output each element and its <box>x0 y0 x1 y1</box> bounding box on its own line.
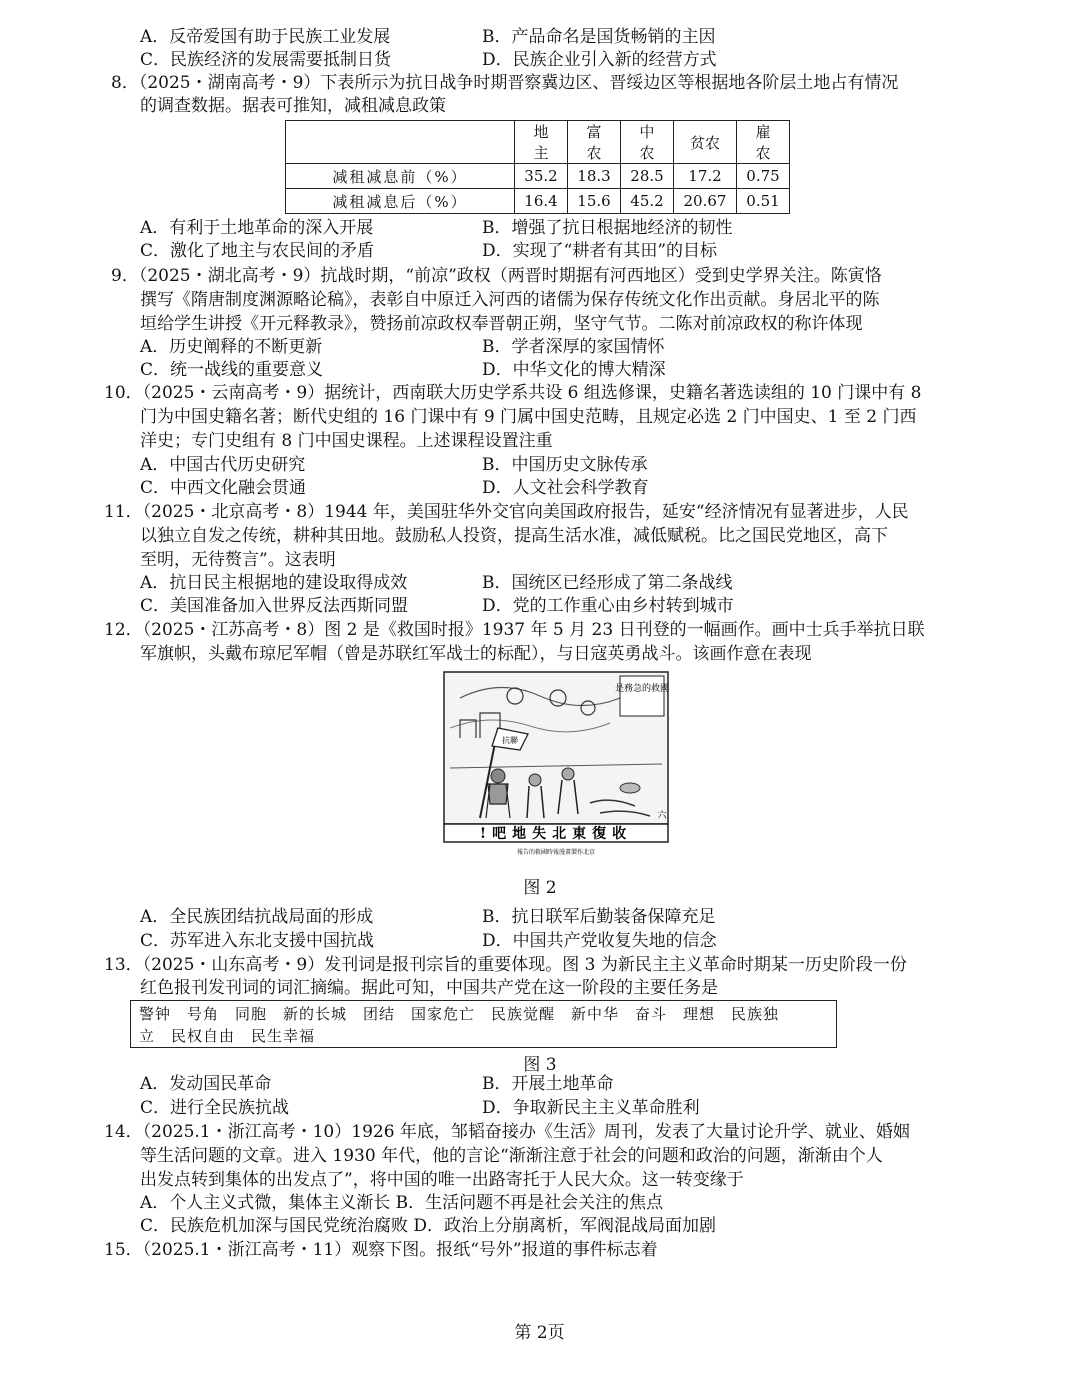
figure-2-caption: 图 2 <box>523 878 557 898</box>
table-cell: 17.2 <box>674 164 737 189</box>
q14-stem-line-2: 等生活问题的文章。进入 1930 年代，他的言论“渐渐注意于社会的问题和政治的问题，渐渐由个人 <box>140 1146 883 1166</box>
q8-option-c: C．激化了地主与农民间的矛盾 <box>140 241 375 261</box>
q10-option-b: B．中国历史文脉传承 <box>482 455 648 475</box>
figure-top-text: 是務急的救國 <box>614 684 670 694</box>
q9-stem-line-2: 撰写《隋唐制度渊源略论稿》，表彰自中原迁入河西的诸儒为保存传统文化作出贡献。身居北平的陈 <box>140 290 880 310</box>
q13-option-a: A．发动国民革命 <box>140 1074 272 1094</box>
q11-option-d: D．党的工作重心由乡村转到城市 <box>482 596 734 616</box>
q11-option-b: B．国统区已经形成了第二条战线 <box>482 573 733 593</box>
table-row <box>286 164 790 189</box>
table-cell: 15.6 <box>568 189 621 214</box>
q11-stem-line-1: 11．（2025・北京高考・8）1944 年，美国驻华外交官向美国政府报告，延安“经济情况有显著进步，人民 <box>104 502 909 522</box>
page-number: 第 2页 <box>514 1323 565 1343</box>
figure-flag-text: 抗聯 <box>502 736 518 745</box>
q10-option-d: D．人文社会科学教育 <box>482 478 649 498</box>
table-row-label: 减租减息前（%） <box>286 164 515 189</box>
table-cell: 20.67 <box>674 189 737 214</box>
table-cell: 28.5 <box>621 164 674 189</box>
q7-option-b: B．产品命名是国货畅销的主因 <box>482 27 716 47</box>
q13-option-d: D．争取新民主主义革命胜利 <box>482 1098 700 1118</box>
q8-stem-line-2: 的调查数据。据表可推知，减租减息政策 <box>140 96 446 116</box>
q11-stem-line-2: 以独立自发之传统，耕种其田地。鼓励私人投资，提高生活水准，减低赋税。比之国民党地区，高下 <box>140 526 888 546</box>
q8-option-a: A．有利于土地革命的深入开展 <box>140 218 374 238</box>
q13-stem-line-1: 13．（2025・山东高考・9）发刊词是报刊宗旨的重要体现。图 3 为新民主主义革命时期某一历史阶段一份 <box>104 955 907 975</box>
figure-bottom-banner: !吧地失北東復收 <box>479 826 633 842</box>
figure-credit: 報告的救國時報漫畫製作北京 <box>516 849 596 856</box>
q11-option-c: C．美国准备加入世界反法西斯同盟 <box>140 596 409 616</box>
table-cell: 45.2 <box>621 189 674 214</box>
q9-stem-line-3: 垣给学生讲授《开元释教录》，赞扬前凉政权奉晋朝正朔，坚守气节。二陈对前凉政权的称许体现 <box>140 314 863 334</box>
q12-option-d: D．中国共产党收复失地的信念 <box>482 931 717 951</box>
figure-corner-mark: 六 <box>657 811 667 821</box>
table-corner-cell <box>286 121 515 164</box>
q14-stem-line-3: 出发点转到集体的出发点了”，将中国的唯一出路寄托于人民大众。这一转变缘于 <box>140 1170 744 1190</box>
q7-option-d: D．民族企业引入新的经营方式 <box>482 50 717 70</box>
word-box-line-1: 警钟 号角 同胞 新的长城 团结 国家危亡 民族觉醒 新中华 奋斗 理想 民族独 <box>139 1005 780 1023</box>
table-cell: 35.2 <box>515 164 568 189</box>
q12-stem-line-1: 12．（2025・江苏高考・8）图 2 是《救国时报》1937 年 5 月 23 日刊登的一幅画作。画中士兵手举抗日联 <box>104 620 925 640</box>
q8-stem-line-1: 8．（2025・湖南高考・9）下表所示为抗日战争时期晋察冀边区、晋绥边区等根据地各阶层土地占有情况 <box>111 73 899 93</box>
q9-option-a: A．历史阐释的不断更新 <box>140 337 323 357</box>
q15-stem-line-1: 15．（2025.1・浙江高考・11）观察下图。报纸“号外”报道的事件标志着 <box>104 1240 658 1260</box>
q11-stem-line-3: 至明，无待赘言”。这表明 <box>140 550 336 570</box>
figure-3-caption: 图 3 <box>523 1055 557 1075</box>
q14-option-line-1: A．个人主义式微，集体主义渐长 B．生活问题不再是社会关注的焦点 <box>140 1193 664 1213</box>
table-header-middle-peasant: 中 农 <box>621 121 674 164</box>
q14-option-line-2: C．民族危机加深与国民党统治腐败 D．政治上分崩离析，军阀混战局面加剧 <box>140 1216 717 1236</box>
q12-option-a: A．全民族团结抗战局面的形成 <box>140 907 374 927</box>
q10-stem-line-3: 洋史；专门史组有 8 门中国史课程。上述课程设置注重 <box>140 431 553 451</box>
word-box-line-2: 立 民权自由 民生幸福 <box>139 1027 316 1045</box>
table-header-hired-peasant: 雇 农 <box>737 121 790 164</box>
table-cell: 16.4 <box>515 189 568 214</box>
q10-stem-line-2: 门为中国史籍名著；断代史组的 16 门课中有 9 门属中国史范畴，且规定必选 2 门中国史、1 至 2 门西 <box>140 407 917 427</box>
q13-stem-line-2: 红色报刊发刊词的词汇摘编。据此可知，中国共产党在这一阶段的主要任务是 <box>140 978 718 998</box>
q13-option-c: C．进行全民族抗战 <box>140 1098 290 1118</box>
q10-option-a: A．中国古代历史研究 <box>140 455 306 475</box>
q7-option-c: C．民族经济的发展需要抵制日货 <box>140 50 392 70</box>
q9-option-c: C．统一战线的重要意义 <box>140 360 324 380</box>
table-row <box>286 189 790 214</box>
q8-option-d: D．实现了“耕者有其田”的目标 <box>482 241 718 261</box>
q8-option-b: B．增强了抗日根据地经济的韧性 <box>482 218 733 238</box>
q13-word-box <box>130 1000 837 1048</box>
q9-option-b: B．学者深厚的家国情怀 <box>482 337 665 357</box>
q9-option-d: D．中华文化的博大精深 <box>482 360 666 380</box>
q12-stem-line-2: 军旗帜，头戴布琼尼军帽（曾是苏联红军战士的标配），与日寇英勇战斗。该画作意在表现 <box>140 644 812 664</box>
table-cell: 18.3 <box>568 164 621 189</box>
table-row-label: 减租减息后（%） <box>286 189 515 214</box>
q10-option-c: C．中西文化融会贯通 <box>140 478 307 498</box>
q10-stem-line-1: 10．（2025・云南高考・9）据统计，西南联大历史学系共设 6 组选修课，史籍名著选读组的 10 门课中有 8 <box>104 383 922 403</box>
q12-option-b: B．抗日联军后勤装备保障充足 <box>482 907 716 927</box>
q12-option-c: C．苏军进入东北支援中国抗战 <box>140 931 375 951</box>
q13-option-b: B．开展土地革命 <box>482 1074 614 1094</box>
q11-option-a: A．抗日民主根据地的建设取得成效 <box>140 573 408 593</box>
table-header-rich-peasant: 富 农 <box>568 121 621 164</box>
q7-option-a: A．反帝爱国有助于民族工业发展 <box>140 27 391 47</box>
table-cell: 0.51 <box>737 189 790 214</box>
q9-stem-line-1: 9．（2025・湖北高考・9）抗战时期，“前凉”政权（两晋时期据有河西地区）受到史学界关注。陈寅恪 <box>111 266 882 286</box>
table-cell: 0.75 <box>737 164 790 189</box>
table-header-poor-peasant: 贫农 <box>674 121 737 164</box>
table-header-landlord: 地 主 <box>515 121 568 164</box>
q8-land-table <box>285 120 790 214</box>
q12-cartoon-figure <box>440 668 672 858</box>
q14-stem-line-1: 14．（2025.1・浙江高考・10）1926 年底，邹韬奋接办《生活》周刊，发表了大量讨论升学、就业、婚姻 <box>104 1122 910 1142</box>
